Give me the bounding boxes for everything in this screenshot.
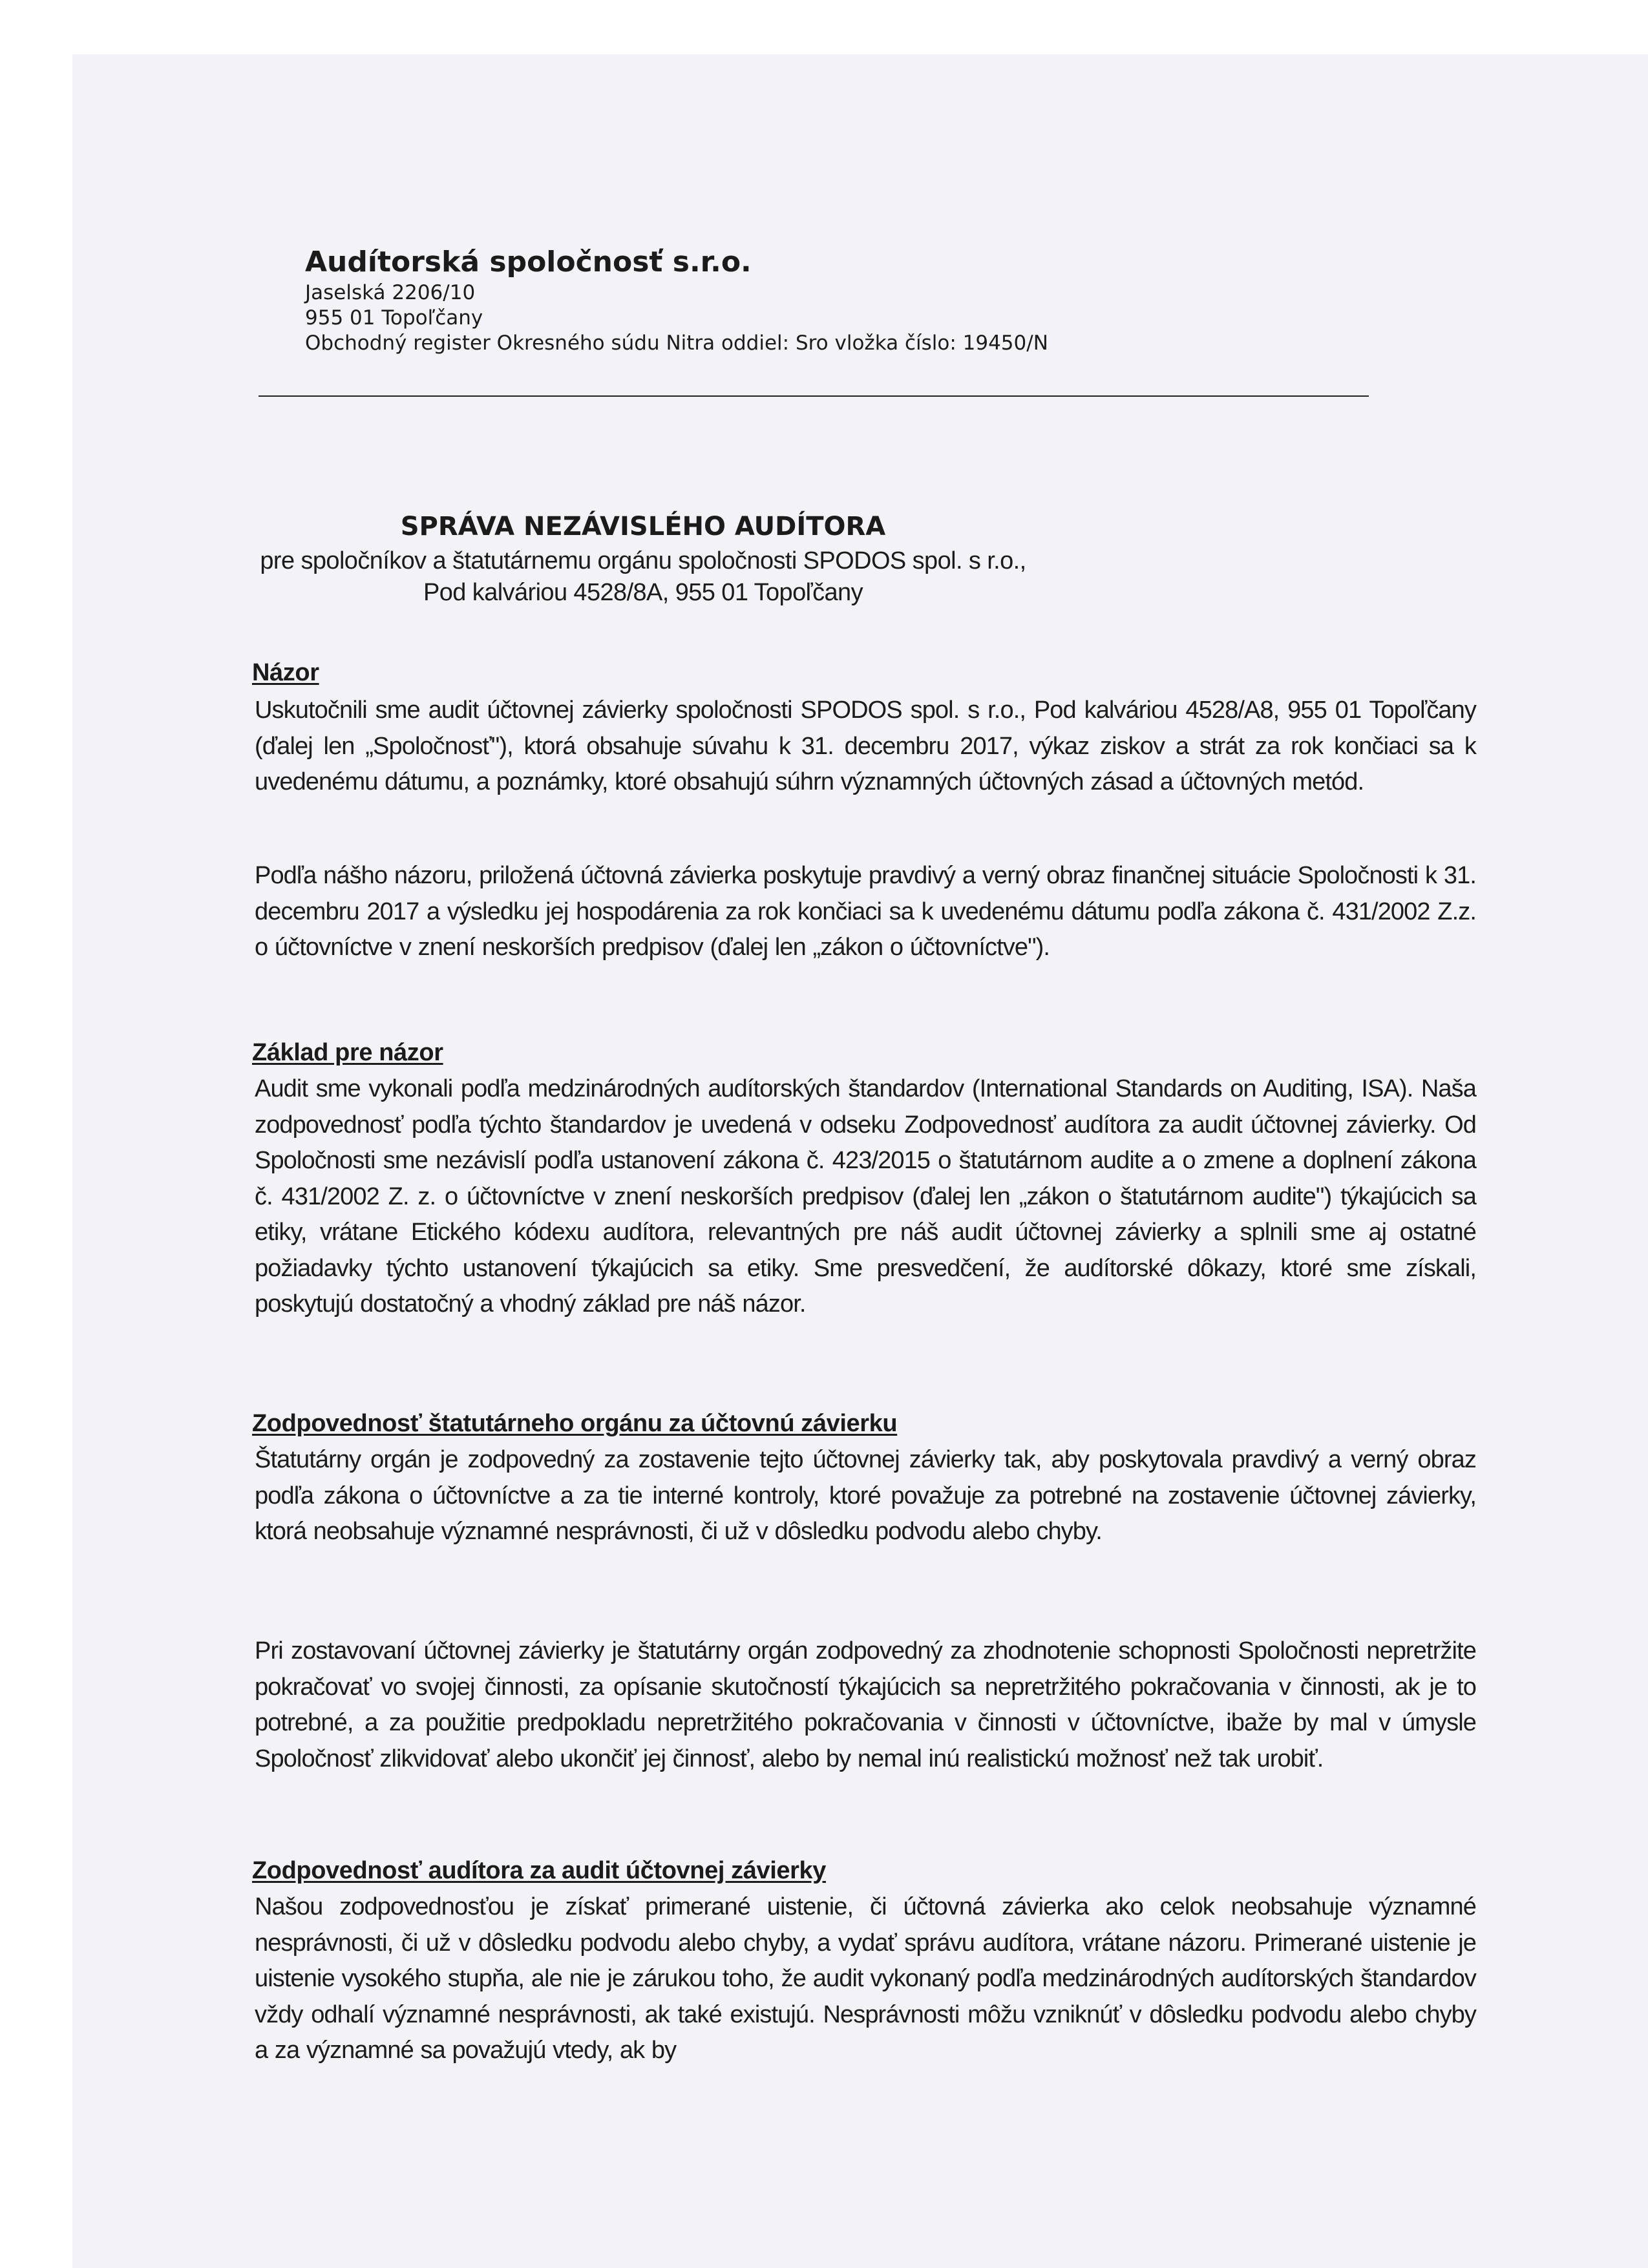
auditor-paragraph: Našou zodpovednosťou je získať primerané uistenie, či účtovná závierka ako celok neobsahuje významné nesprávnosti, či už v dôsledku podvodu alebo chyby, a vydať správu audítora, vrátane názoru. Primerané uistenie je uistenie vysokého stupňa, ale nie je zárukou toho, že audit vykonaný podľa medzinárodných audítorských štandardov vždy odhalí významné nesprávnosti, ak také existujú. Nesprávnosti môžu vzniknúť v dôsledku podvodu alebo chyby a za významné sa považujú vtedy, ak by <box>255 1893 1476 2064</box>
heading-auditor: Zodpovednosť audítora za audit účtovnej závierky <box>252 1857 826 1884</box>
nazor-paragraph-2: Podľa nášho názoru, priložená účtovná závierka poskytuje pravdivý a verný obraz finančnej situácie Spoločnosti k 31. decembru 2017 a výsledku jej hospodárenia za rok končiaci sa k uvedenému dátumu podľa zákona č. 431/2002 Z.z. o účtovníctve v znení neskorších predpisov (ďalej len „zákon o účtovníctve"). <box>255 862 1476 961</box>
company-register: Obchodný register Okresného súdu Nitra oddiel: Sro vložka číslo: 19450/N <box>305 331 1048 355</box>
heading-statutar: Zodpovednosť štatutárneho orgánu za účtovnú závierku <box>252 1410 898 1437</box>
report-address: Pod kalváriou 4528/8A, 955 01 Topoľčany <box>423 579 863 606</box>
statutar-paragraph-2: Pri zostavovaní účtovnej závierky je štatutárny orgán zodpovedný za zhodnotenie schopnosti Spoločnosti nepretržite pokračovať vo svojej činnosti, za opísanie skutočností týkajúcich sa nepretržitého pokračovania v činnosti, ak je to potrebné, a za použitie predpokladu nepretržitého pokračovania v činnosti v účtovníctve, ibaže by mal v úmysle Spoločnosť zlikvidovať alebo ukončiť jej činnosť, alebo by nemal inú realistickú možnosť než tak urobiť. <box>255 1637 1476 1772</box>
company-street: Jaselská 2206/10 <box>305 281 476 304</box>
heading-nazor: Názor <box>252 659 319 686</box>
nazor-paragraph-1: Uskutočnili sme audit účtovnej závierky spoločnosti SPODOS spol. s r.o., Pod kalváriou 4528/A8, 955 01 Topoľčany (ďalej len „Spoločnosť"), ktorá obsahuje súvahu k 31. decembru 2017, výkaz ziskov a strát za rok končiaci sa k uvedenému dátumu, a poznámky, ktoré obsahujú súhrn významných účtovných zásad a účtovných metód. <box>255 697 1476 795</box>
company-name: Audítorská spoločnosť s.r.o. <box>305 246 752 278</box>
report-addressee: pre spoločníkov a štatutárnemu orgánu spoločnosti SPODOS spol. s r.o., <box>260 547 1026 574</box>
heading-zaklad: Základ pre názor <box>252 1039 443 1066</box>
letterhead-divider <box>259 395 1369 397</box>
report-title: SPRÁVA NEZÁVISLÉHO AUDÍTORA <box>400 512 886 541</box>
letterhead <box>305 244 1371 356</box>
company-city: 955 01 Topoľčany <box>305 306 483 330</box>
statutar-paragraph-1: Štatutárny orgán je zodpovedný za zostavenie tejto účtovnej závierky tak, aby poskytovala pravdivý a verný obraz podľa zákona o účtovníctve a za tie interné kontroly, ktoré považuje za potrebné na zostavenie účtovnej závierky, ktorá neobsahuje významné nesprávnosti, či už v dôsledku podvodu alebo chyby. <box>255 1446 1476 1545</box>
zaklad-paragraph: Audit sme vykonali podľa medzinárodných audítorských štandardov (International Standards on Auditing, ISA). Naša zodpovednosť podľa týchto štandardov je uvedená v odseku Zodpovednosť audítora za audit účtovnej závierky. Od Spoločnosti sme nezávislí podľa ustanovení zákona č. 423/2015 o štatutárnom audite a o zmene a doplnení zákona č. 431/2002 Z. z. o účtovníctve v znení neskorších predpisov (ďalej len „zákon o štatutárnom audite") týkajúcich sa etiky, vrátane Etického kódexu audítora, relevantných pre náš audit účtovnej závierky a splnili sme aj ostatné požiadavky týchto ustanovení týkajúcich sa etiky. Sme presvedčení, že audítorské dôkazy, ktoré sme získali, poskytujú dostatočný a vhodný základ pre náš názor. <box>255 1075 1476 1318</box>
